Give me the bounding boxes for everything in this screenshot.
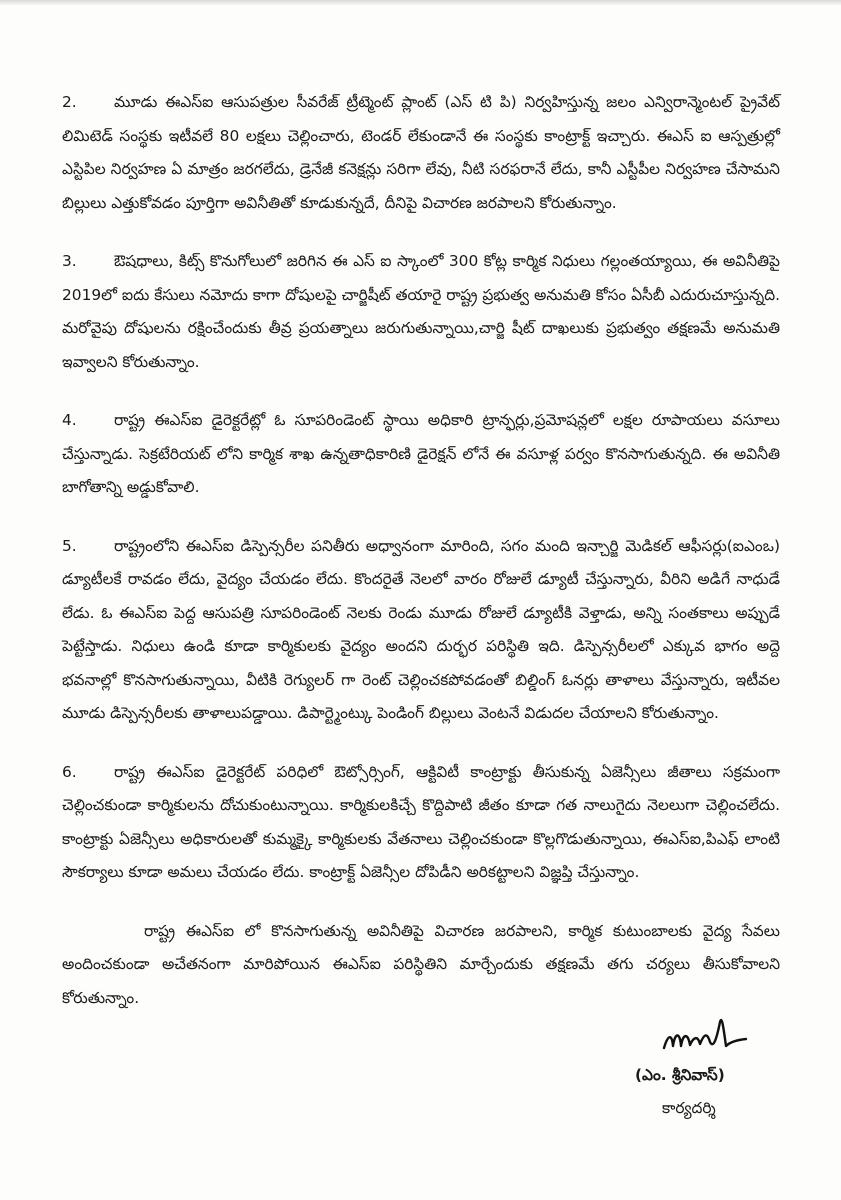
- paragraph-text: రాష్ట్రంలోని ఈఎస్ఐ డిస్పెన్సరీల పనితీరు అధ్వానంగా మారింది, సగం మంది ఇన్చార్జి మెడికల్ ఆఫీసర్లు(ఐఎంఒ) డ్యూటీలకే రావడం లేదు, వైద్యం చేయడం లేదు. కొందరైతే నెలలో వారం రోజులే డ్యూటీ చేస్తున్నారు, వీరిని అడిగే నాధుడే లేడు. ఓ ఈఎస్ఐ పెద్ద ఆసుపత్రి సూపరిండెంట్ నెలకు రెండు మూడు రోజులే డ్యూటీకి వెళ్తాడు, అన్ని సంతకాలు అప్పుడే పెట్టేస్తాడు. నిధులు ఉండి కూడా కార్మికులకు వైద్యం అందని దుర్భర పరిస్థితి ఇది. డిస్పెన్సరీలలో ఎక్కువ భాగం అద్దె భవనాల్లో కొనసాగుతున్నాయి, వీటికి రెగ్యులర్ గా రెంట్ చెల్లించకపోవడంతో బిల్డింగ్ ఓనర్లు తాళాలు వేస్తున్నారు, ఇటీవల మూడు డిస్పెన్సరీలకు తాళాలుపడ్డాయి. డిపార్ట్మెంట్కు పెండింగ్ బిల్లులు వెంటనే విడుదల చేయాలని కోరుతున్నాం.: [62, 536, 780, 722]
- letter-body: [62, 86, 780, 1040]
- closing-paragraph: రాష్ట్ర ఈఎస్ఐ లో కొనసాగుతున్న అవినీతిపై విచారణ జరపాలని, కార్మిక కుటుంబాలకు వైద్య సేవలు అందించకుండా అచేతనంగా మారిపోయిన ఈఎస్ఐ పరిస్థితిని మార్చేందుకు తక్షణమే తగు చర్యలు తీసుకోవాలని కోరుతున్నాం.: [62, 921, 780, 1007]
- paragraph-6: [62, 756, 780, 890]
- paragraph-number: 2.: [62, 93, 77, 111]
- paragraph-number: 5.: [62, 536, 77, 555]
- page-edge-shadow: [0, 0, 841, 6]
- paragraph-text: మూడు ఈఎస్ఐ ఆసుపత్రుల సీవరేజ్ ట్రీట్మెంట్ ప్లాంట్ (ఎస్ టి పి) నిర్వహిస్తున్న జలం ఎన్విరాన్మెంటల్ ప్రైవేట్ లిమిటెడ్ సంస్థకు ఇటీవలే 80 లక్షలు చెల్లించారు, టెండర్ లేకుండానే ఈ సంస్థకు కాంట్రాక్ట్ ఇచ్చారు. ఈఎస్ ఐ ఆస్పత్రుల్లో ఎస్టిపిల నిర్వహణ ఏ మాత్రం జరగలేదు, డ్రెనేజీ కనెక్షన్లు సరిగా లేవు, నీటి సరఫరానే లేదు, కానీ ఎస్టీపీల నిర్వహణ చేసామని బిల్లులు ఎత్తుకోవడం పూర్తిగా అవినీతితో కూడుకున్నదే, దీనిపై విచారణ జరపాలని కోరుతున్నాం.: [62, 93, 780, 212]
- signatory-name: (ఎం. శ్రీనివాస్): [635, 1066, 725, 1084]
- paragraph-number: 4.: [62, 411, 77, 429]
- paragraph-4: [62, 404, 780, 505]
- paragraph-text: రాష్ట్ర ఈఎస్ఐ డైరెక్టరేట్లో ఓ సూపరిండెంట్ స్థాయి అధికారి ట్రాన్ఫర్లు,ప్రమోషన్లలో లక్షల రూపాయలు వసూలు చేస్తున్నాడు. సెక్రటేరియట్ లోని కార్మిక శాఖ ఉన్నతాధికారిణి డైరెక్షన్ లోనే ఈ వసూళ్ల పర్వం కొనసాగుతున్నది. ఈ అవినీతి బాగోతాన్ని అడ్డుకోవాలి.: [62, 411, 780, 496]
- signature-block: [610, 1012, 810, 1182]
- paragraph-5: [62, 530, 780, 731]
- signatory-title: కార్యదర్శి: [662, 1099, 716, 1117]
- paragraph-text: ఔషధాలు, కిట్స్ కొనుగోలులో జరిగిన ఈ ఎస్ ఐ స్కాంలో 300 కోట్ల కార్మిక నిధులు గల్లంతయ్యాయి, ఈ అవినీతిపై 2019లో ఐదు కేసులు నమోదు కాగా దోషులపై చార్జిషీట్ తయారై రాష్ట్ర ప్రభుత్వ అనుమతి కోసం ఏసీబీ ఎదురుచూస్తున్నది. మరోవైపు దోషులను రక్షించేందుకు తీవ్ర ప్రయత్నాలు జరుగుతున్నాయి,చార్జి షీట్ దాఖలుకు ప్రభుత్వం తక్షణమే అనుమతి ఇవ్వాలని కోరుతున్నాం.: [62, 252, 780, 371]
- paragraph-text: రాష్ట్ర ఈఎస్ఐ డైరెక్టరేట్ పరిధిలో ఔట్సోర్సింగ్, ఆక్టివిటీ కాంట్రాక్టు తీసుకున్న ఏజెన్సీలు జీతాలు సక్రమంగా చెల్లించకుండా కార్మికులను దోచుకుంటున్నాయి. కార్మికులకిచ్చే కొద్దిపాటి జీతం కూడా గత నాలుగైదు నెలలుగా చెల్లించలేదు. కాంట్రాక్టు ఏజెన్సీలు అధికారులతో కుమ్మక్కై కార్మికులకు వేతనాలు చెల్లించకుండా కొల్లగొడుతున్నాయి, ఈఎస్ఐ,పిఎఫ్ లాంటి సౌకర్యాలు కూడా అమలు చేయడం లేదు. కాంట్రాక్ట్ ఏజెన్సీల దోపిడీని అరికట్టాలని విజ్ఞప్తి చేస్తున్నాం.: [62, 762, 780, 881]
- paragraph-number: 3.: [62, 252, 77, 270]
- handwritten-signature: [660, 1012, 750, 1057]
- paragraph-3: [62, 245, 780, 379]
- paragraph-2: [62, 86, 780, 220]
- paragraph-number: 6.: [62, 762, 77, 781]
